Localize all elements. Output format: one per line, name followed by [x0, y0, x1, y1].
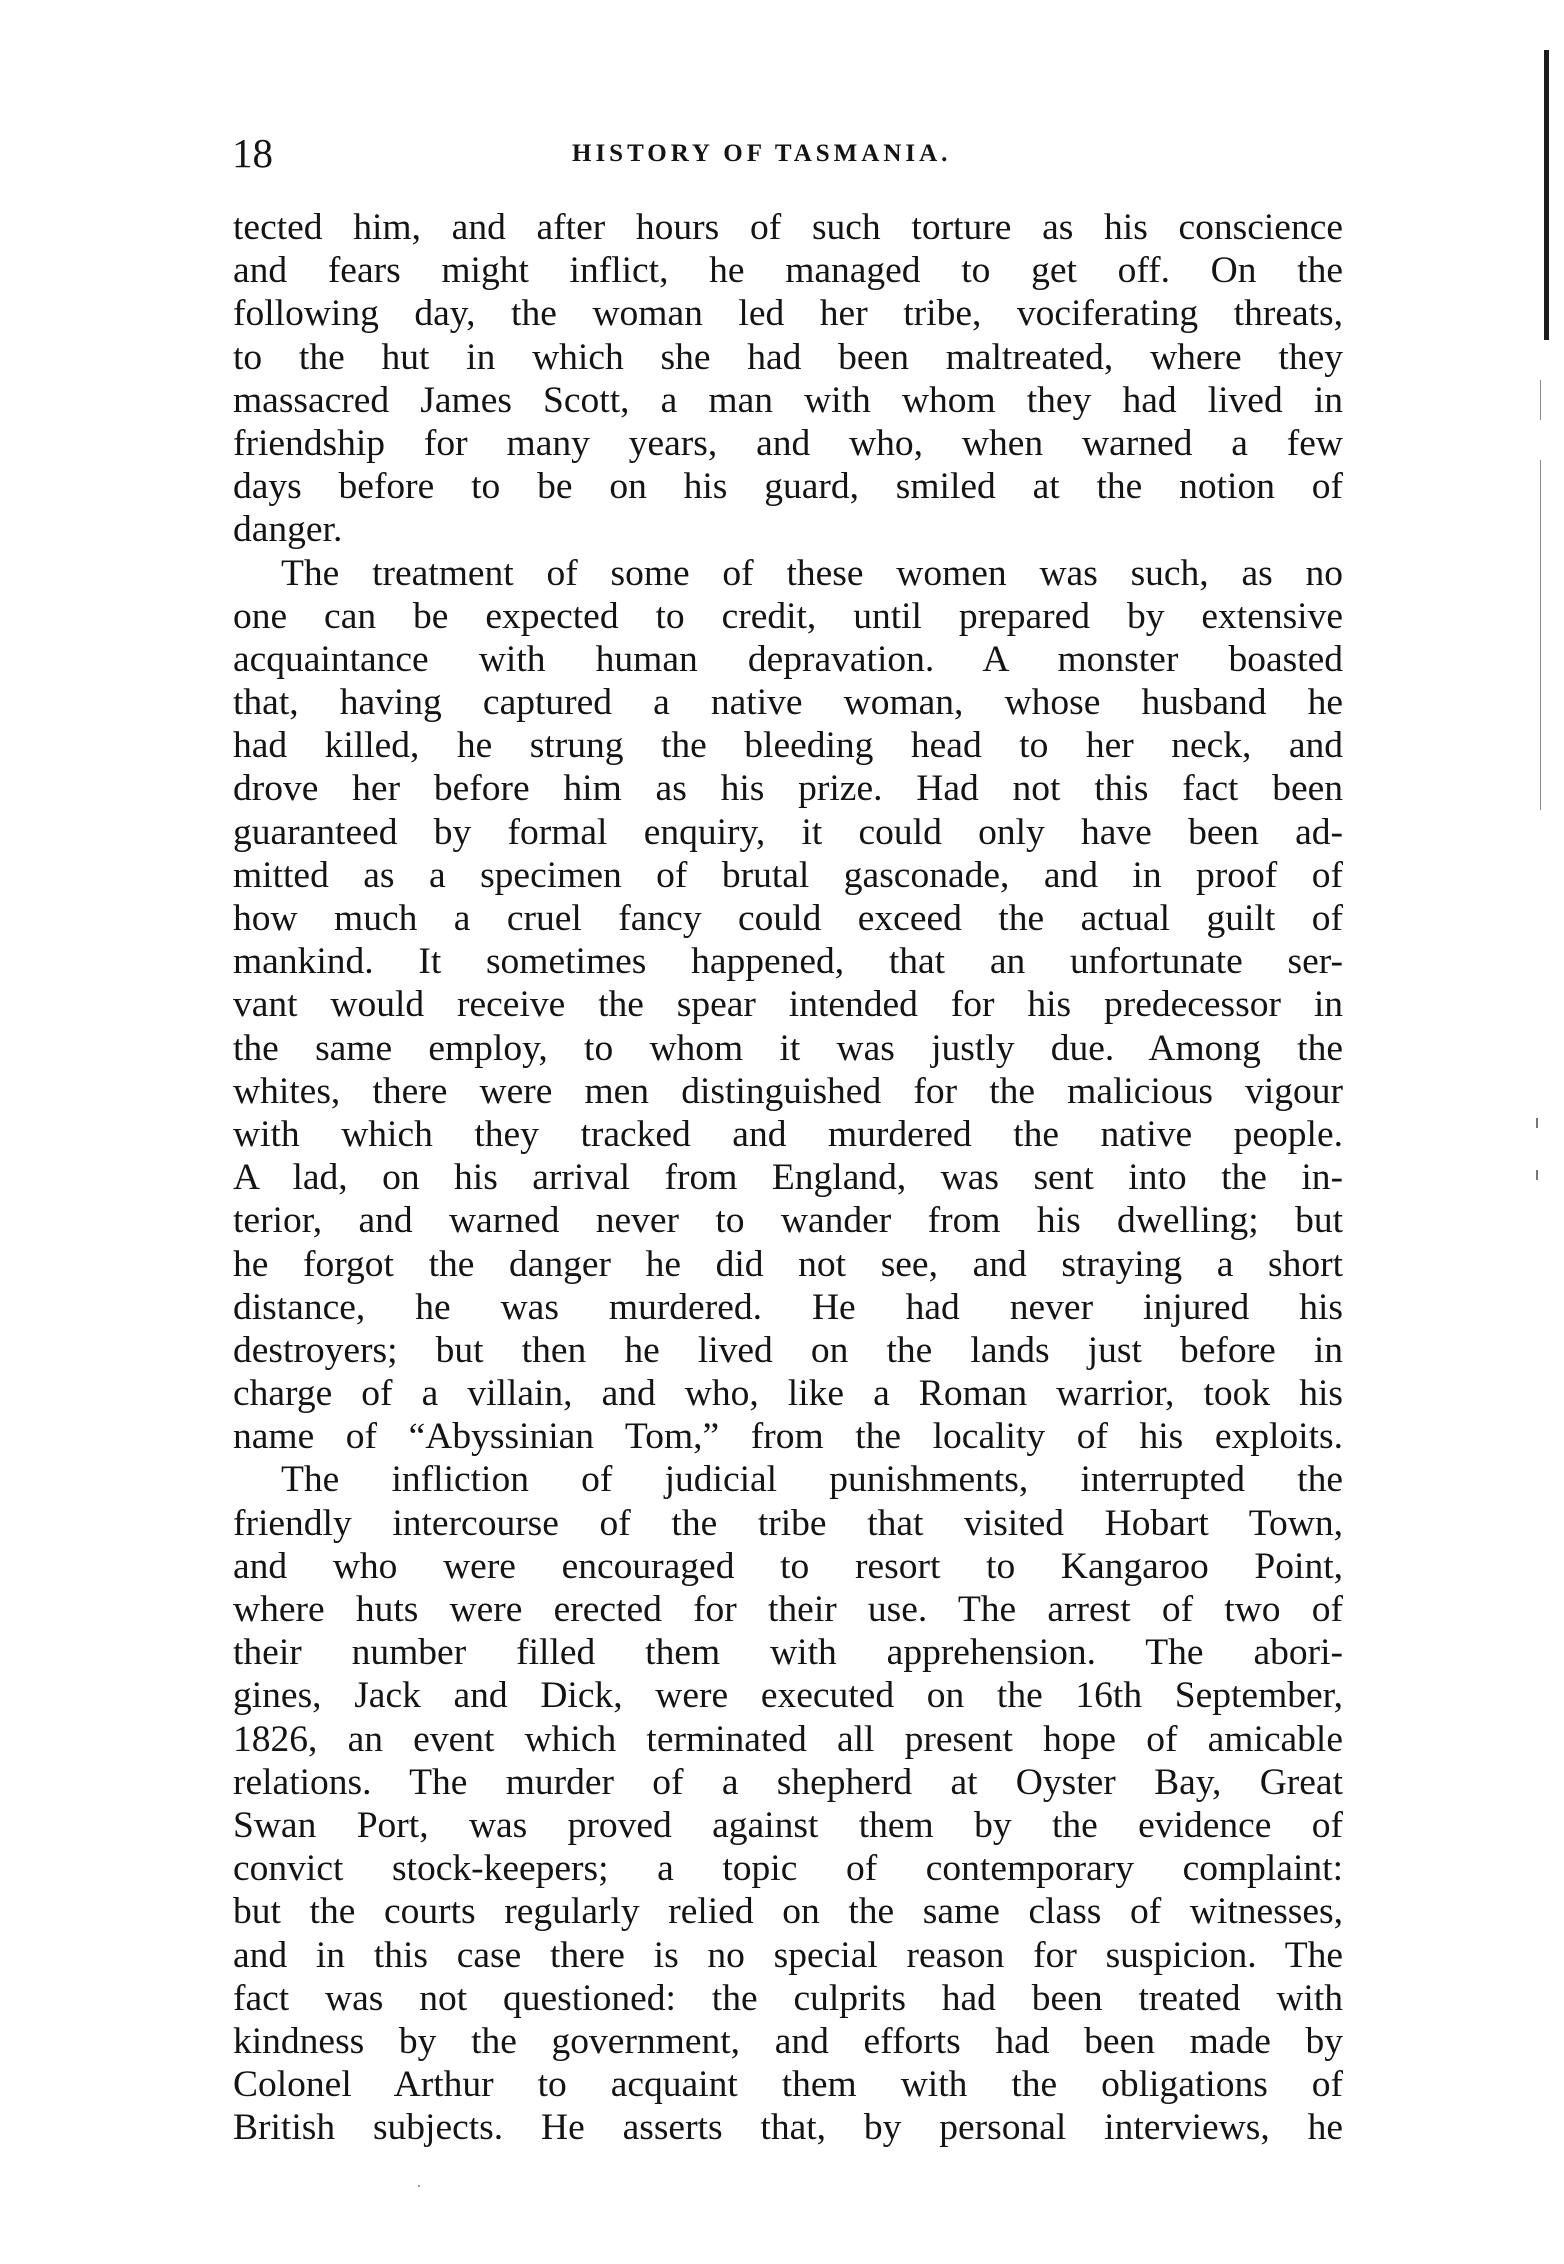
text-line: days before to be on his guard, smiled at the notion of: [233, 466, 1343, 508]
scan-speck: [1536, 1170, 1538, 1180]
text-line: and in this case there is no special reason for suspicion. The: [233, 1934, 1343, 1976]
text-line: convict stock-keepers; a topic of contemporary complaint:: [233, 1848, 1343, 1890]
text-line: mitted as a specimen of brutal gasconade, and in proof of: [233, 854, 1343, 896]
text-line: but the courts regularly relied on the same class of witnesses,: [233, 1891, 1343, 1933]
text-line: drove her before him as his prize. Had not this fact been: [233, 768, 1343, 810]
body-text: [233, 206, 1343, 2149]
scan-edge-shadow: [1544, 50, 1549, 340]
text-line: their number filled them with apprehension. The abori-: [233, 1632, 1343, 1674]
text-line: guaranteed by formal enquiry, it could only have been ad-: [233, 811, 1343, 853]
text-line: the same employ, to whom it was justly due. Among the: [233, 1027, 1343, 1069]
text-line: Colonel Arthur to acquaint them with the obligations of: [233, 2064, 1343, 2106]
scan-speck: [418, 2185, 420, 2187]
text-line: following day, the woman led her tribe, vociferating threats,: [233, 293, 1343, 335]
text-line: relations. The murder of a shepherd at Oyster Bay, Great: [233, 1761, 1343, 1803]
text-line: to the hut in which she had been maltreated, where they: [233, 336, 1343, 378]
text-line: gines, Jack and Dick, were executed on the 16th September,: [233, 1675, 1343, 1717]
text-line: A lad, on his arrival from England, was sent into the in-: [233, 1157, 1343, 1199]
text-line: British subjects. He asserts that, by personal interviews, he: [233, 2107, 1343, 2149]
text-line: and fears might inflict, he managed to get off. On the: [233, 250, 1343, 292]
scan-edge-mark: [1540, 460, 1541, 810]
text-line: kindness by the government, and efforts had been made by: [233, 2020, 1343, 2062]
text-line: how much a cruel fancy could exceed the actual guilt of: [233, 898, 1343, 939]
text-line: with which they tracked and murdered the native people.: [233, 1113, 1343, 1155]
text-line: friendly intercourse of the tribe that visited Hobart Town,: [233, 1502, 1343, 1544]
text-line: 1826, an event which terminated all present hope of amicable: [233, 1718, 1343, 1760]
text-line: mankind. It sometimes happened, that an unfortunate ser-: [233, 941, 1343, 983]
running-head: HISTORY OF TASMANIA.: [572, 140, 952, 167]
text-line: whites, there were men distinguished for the malicious vigour: [233, 1070, 1343, 1112]
text-line: that, having captured a native woman, whose husband he: [233, 682, 1343, 724]
scan-speck: [1536, 1118, 1538, 1128]
text-line: had killed, he strung the bleeding head to her neck, and: [233, 725, 1343, 767]
paragraph-start-line: The infliction of judicial punishments, interrupted the: [281, 1459, 1343, 1501]
text-line: distance, he was murdered. He had never injured his: [233, 1286, 1343, 1328]
text-line: vant would receive the spear intended for his predecessor in: [233, 984, 1343, 1026]
text-line: massacred James Scott, a man with whom they had lived in: [233, 379, 1343, 421]
text-line: where huts were erected for their use. The arrest of two of: [233, 1589, 1343, 1630]
text-line: terior, and warned never to wander from his dwelling; but: [233, 1200, 1343, 1242]
text-line: Swan Port, was proved against them by the evidence of: [233, 1804, 1343, 1846]
text-line: acquaintance with human depravation. A monster boasted: [233, 638, 1343, 680]
text-line: one can be expected to credit, until prepared by extensive: [233, 595, 1343, 637]
text-line: tected him, and after hours of such torture as his conscience: [233, 207, 1343, 248]
text-line: he forgot the danger he did not see, and straying a short: [233, 1243, 1343, 1285]
text-line: and who were encouraged to resort to Kangaroo Point,: [233, 1545, 1343, 1587]
text-line: friendship for many years, and who, when warned a few: [233, 422, 1343, 464]
text-line: danger.: [233, 509, 343, 551]
page-number: 18: [232, 130, 273, 176]
text-line: charge of a villain, and who, like a Roman warrior, took his: [233, 1373, 1343, 1415]
paragraph-start-line: The treatment of some of these women was such, as no: [281, 552, 1343, 594]
page-header: [232, 128, 1347, 178]
text-line: name of “Abyssinian Tom,” from the locality of his exploits.: [233, 1416, 1343, 1458]
scan-edge-mark: [1540, 380, 1541, 420]
text-line: destroyers; but then he lived on the lands just before in: [233, 1329, 1343, 1371]
text-line: fact was not questioned: the culprits had been treated with: [233, 1977, 1343, 2019]
